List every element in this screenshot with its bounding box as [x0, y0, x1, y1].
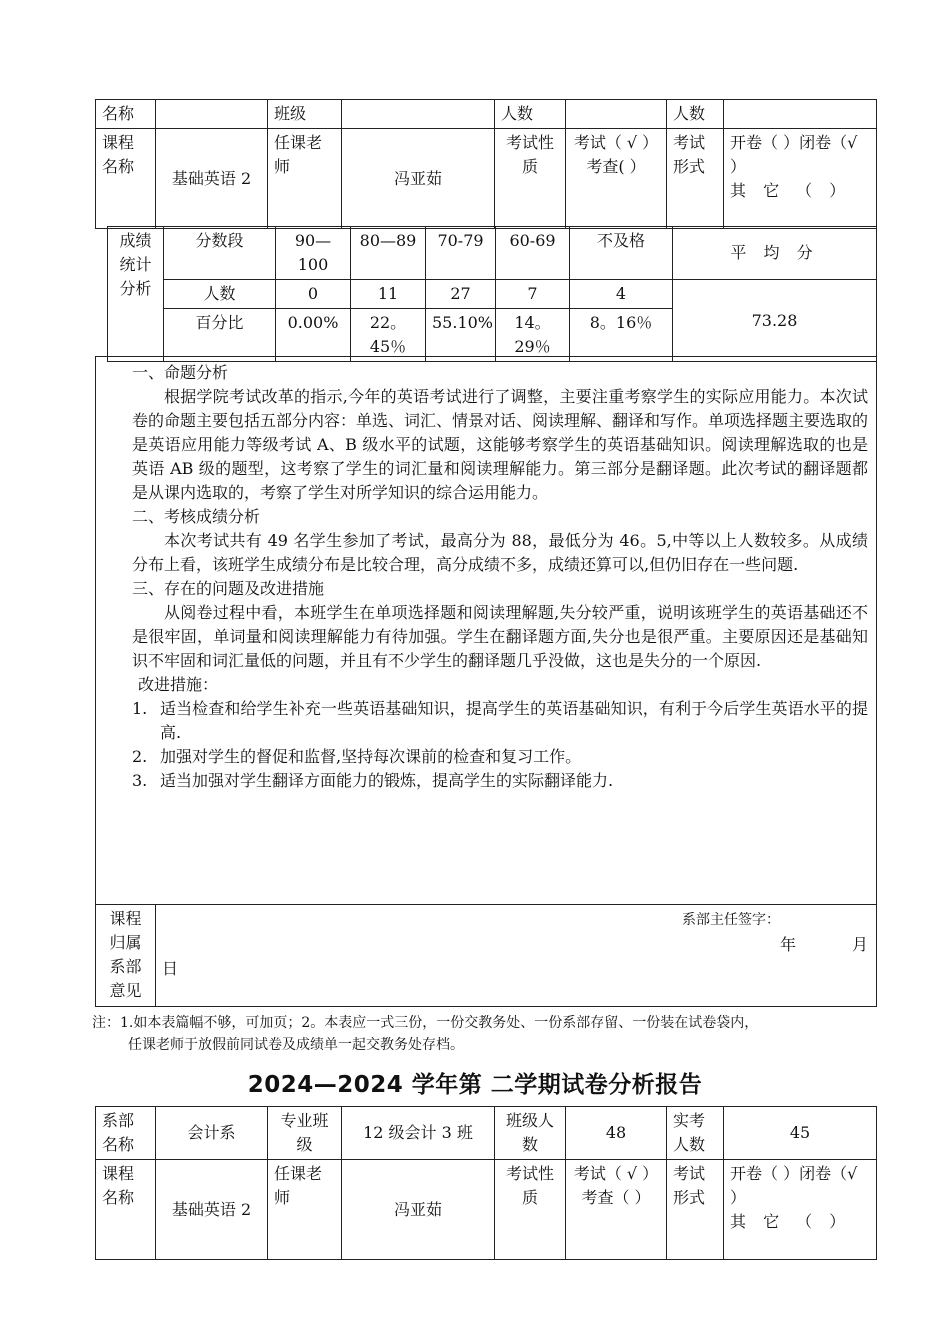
course-value: 基础英语 2 [156, 1160, 268, 1260]
analysis-body [96, 357, 877, 905]
header-90-100: 90—100 [276, 227, 351, 280]
list-number: 2. [132, 747, 148, 766]
bottom-info-table [95, 1106, 877, 1260]
list-number: 3. [132, 771, 148, 790]
heading-proposition: 一、命题分析 [132, 363, 229, 382]
measures-label: 改进措施： [138, 675, 219, 694]
month-label: 月 [851, 935, 868, 954]
name-label: 名称 [96, 100, 156, 129]
top-info-table [95, 99, 877, 229]
score-stats-table [107, 226, 877, 362]
header-70-79: 70-79 [426, 227, 496, 280]
open-closed-option: 开卷（ ）闭卷（√ ） [730, 1164, 858, 1207]
opinion-label: 课程归属系部意见 [96, 905, 156, 1007]
header-score-range: 分数段 [164, 227, 276, 280]
count2-label: 人数 [667, 100, 724, 129]
course-label: 课程名称 [96, 129, 156, 229]
count2-value [724, 100, 877, 129]
name-value [156, 100, 268, 129]
exam-form-value [724, 1160, 877, 1260]
exam-nature-label: 考试性质 [495, 1160, 566, 1260]
count-cell: 4 [570, 280, 673, 309]
check-option: 考查( ） [586, 157, 646, 176]
footnote-line-2: 任课老师于放假前同试卷及成绩单一起交教务处存档。 [128, 1037, 464, 1053]
list-item [132, 769, 868, 793]
footnote [92, 1012, 892, 1056]
paragraph-proposition: 根据学院考试改革的指示,今年的英语考试进行了调整，主要注重考察学生的实际应用能力。本次试卷的命题主要包括五部分内容：单选、词汇、情景对话、阅读理解、翻译和写作。单项选择题主要选取的是英语应用能力等级考试 A、B 级水平的试题，这能够考察学生的英语基础知识。阅读理解选取的也是英语 AB 级的题型，这考察了学生的词汇量和阅读理解能力。第三部分是翻译题。此次考试的翻译题都是从课内选取的，考察了学生对所学知识的综合运用能力。 [132, 387, 869, 502]
exam-option: 考试（ √ ） [573, 133, 659, 152]
percent-cell: 22。45％ [351, 309, 426, 362]
heading-score-analysis: 二、考核成绩分析 [132, 507, 261, 526]
count-label: 人数 [495, 100, 566, 129]
open-closed-option: 开卷（ ）闭卷（√ ） [730, 133, 858, 176]
teacher-value: 冯亚茹 [342, 129, 495, 229]
exam-nature-value [566, 129, 667, 229]
count-cell: 11 [351, 280, 426, 309]
exam-nature-value [566, 1160, 667, 1260]
exam-option: 考试（ √ ） [573, 1164, 659, 1183]
teacher-label: 任课老师 [268, 129, 342, 229]
other-option: 其 它 （ ） [730, 1212, 852, 1231]
teacher-value: 冯亚茹 [342, 1160, 495, 1260]
percent-cell: 55.10% [426, 309, 496, 362]
header-average: 平 均 分 [673, 227, 877, 280]
count-row-label: 人数 [164, 280, 276, 309]
report-title: 2024—2024 学年第 二学期试卷分析报告 [247, 1072, 703, 1098]
course-label: 课程名称 [96, 1160, 156, 1260]
year-label: 年 [779, 935, 796, 954]
actual-count-label: 实考人数 [667, 1107, 724, 1160]
teacher-label: 任课老师 [268, 1160, 342, 1260]
list-number: 1. [132, 699, 148, 718]
percent-cell: 14。29％ [496, 309, 570, 362]
percent-cell: 0.00% [276, 309, 351, 362]
major-label: 专业班级 [268, 1107, 342, 1160]
paragraph-problems: 从阅卷过程中看，本班学生在单项选择题和阅读理解题,失分较严重，说明该班学生的英语基础还不是很牢固，单词量和阅读理解能力有待加强。学生在翻译题方面,失分也是很严重。主要原因还是基础知识不牢固和词汇量低的问题，并且有不少学生的翻译题几乎没做，这也是失分的一个原因. [132, 603, 868, 670]
count-cell: 0 [276, 280, 351, 309]
average-value: 73.28 [673, 280, 877, 362]
list-text: 适当检查和给学生补充一些英语基础知识，提高学生的英语基础知识，有利于今后学生英语水平的提高. [160, 699, 868, 742]
opinion-body [156, 905, 877, 1007]
actual-count-value: 45 [724, 1107, 877, 1160]
other-option: 其 它 （ ） [730, 181, 852, 200]
check-option: 考查（ ） [581, 1188, 651, 1207]
class-value [342, 100, 495, 129]
count-cell: 7 [496, 280, 570, 309]
percent-row-label: 百分比 [164, 309, 276, 362]
percent-cell: 8。16％ [570, 309, 673, 362]
header-60-69: 60-69 [496, 227, 570, 280]
exam-form-value [724, 129, 877, 229]
dept-value: 会计系 [156, 1107, 268, 1160]
exam-form-label: 考试形式 [667, 129, 724, 229]
class-count-label: 班级人数 [495, 1107, 566, 1160]
exam-nature-label: 考试性质 [495, 129, 566, 229]
header-80-89: 80—89 [351, 227, 426, 280]
exam-form-label: 考试形式 [667, 1160, 724, 1260]
day-label: 日 [162, 959, 179, 978]
class-count-value: 48 [566, 1107, 667, 1160]
list-text: 加强对学生的督促和监督,坚持每次课前的检查和复习工作。 [160, 747, 582, 766]
header-fail: 不及格 [570, 227, 673, 280]
major-value: 12 级会计 3 班 [342, 1107, 495, 1160]
signature-label: 系部主任签字： [682, 912, 780, 928]
dept-label: 系部名称 [96, 1107, 156, 1160]
analysis-table [95, 356, 877, 1007]
count-cell: 27 [426, 280, 496, 309]
list-item [132, 697, 868, 745]
score-section-label: 成绩统计分析 [108, 227, 164, 362]
class-label: 班级 [268, 100, 342, 129]
count-value [566, 100, 667, 129]
footnote-line-1: 注：1.如本表篇幅不够，可加页；2。本表应一式三份，一份交教务处、一份系部存留、一份装在试卷袋内， [92, 1015, 759, 1031]
course-value: 基础英语 2 [156, 129, 268, 229]
list-item [132, 745, 868, 769]
heading-problems: 三、存在的问题及改进措施 [132, 579, 325, 598]
paragraph-score-analysis: 本次考试共有 49 名学生参加了考试，最高分为 88，最低分为 46。5,中等以上人数较多。从成绩分布上看，该班学生成绩分布是比较合理，高分成绩不多，成绩还算可以,但仍旧存在一些问题. [132, 531, 868, 574]
list-text: 适当加强对学生翻译方面能力的锻炼，提高学生的实际翻译能力. [160, 771, 614, 790]
